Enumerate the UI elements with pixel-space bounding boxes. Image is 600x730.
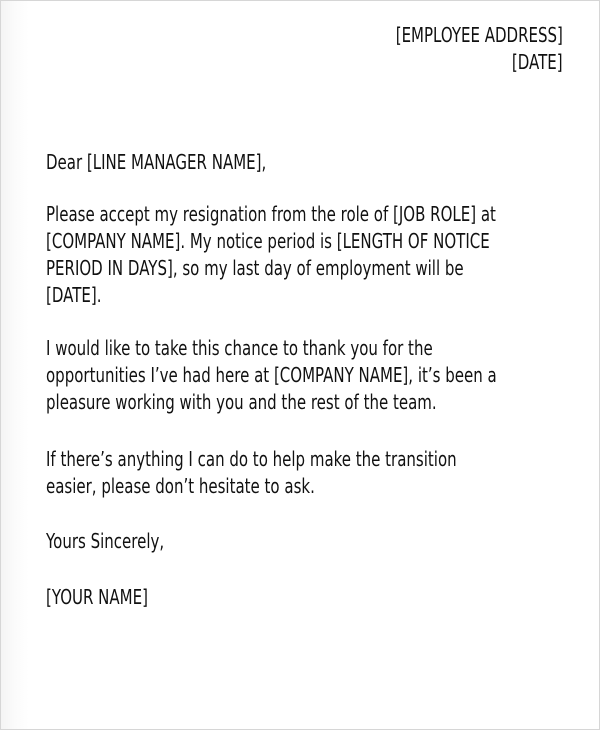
paragraph-1-line: [COMPANY NAME]. My notice period is [LENGTH OF NOTICE bbox=[46, 229, 490, 253]
salutation: Dear [LINE MANAGER NAME], bbox=[46, 150, 267, 174]
closing: Yours Sincerely, bbox=[46, 529, 165, 553]
paragraph-2-line: opportunities I’ve had here at [COMPANY NAME], it’s been a bbox=[46, 363, 497, 387]
employee-address: [EMPLOYEE ADDRESS] bbox=[395, 23, 563, 47]
header-date: [DATE] bbox=[512, 50, 563, 74]
paragraph-1-line: [DATE]. bbox=[46, 283, 102, 307]
paragraph-3-line: If there’s anything I can do to help make the transition bbox=[46, 447, 457, 471]
paragraph-1-line: Please accept my resignation from the role of [JOB ROLE] at bbox=[46, 202, 496, 226]
signature-name: [YOUR NAME] bbox=[46, 585, 148, 609]
paragraph-3-line: easier, please don’t hesitate to ask. bbox=[46, 474, 315, 498]
paragraph-2-line: pleasure working with you and the rest of the team. bbox=[46, 390, 437, 414]
paragraph-2-line: I would like to take this chance to thank you for the bbox=[46, 336, 433, 360]
paragraph-1-line: PERIOD IN DAYS], so my last day of employment will be bbox=[46, 256, 464, 280]
